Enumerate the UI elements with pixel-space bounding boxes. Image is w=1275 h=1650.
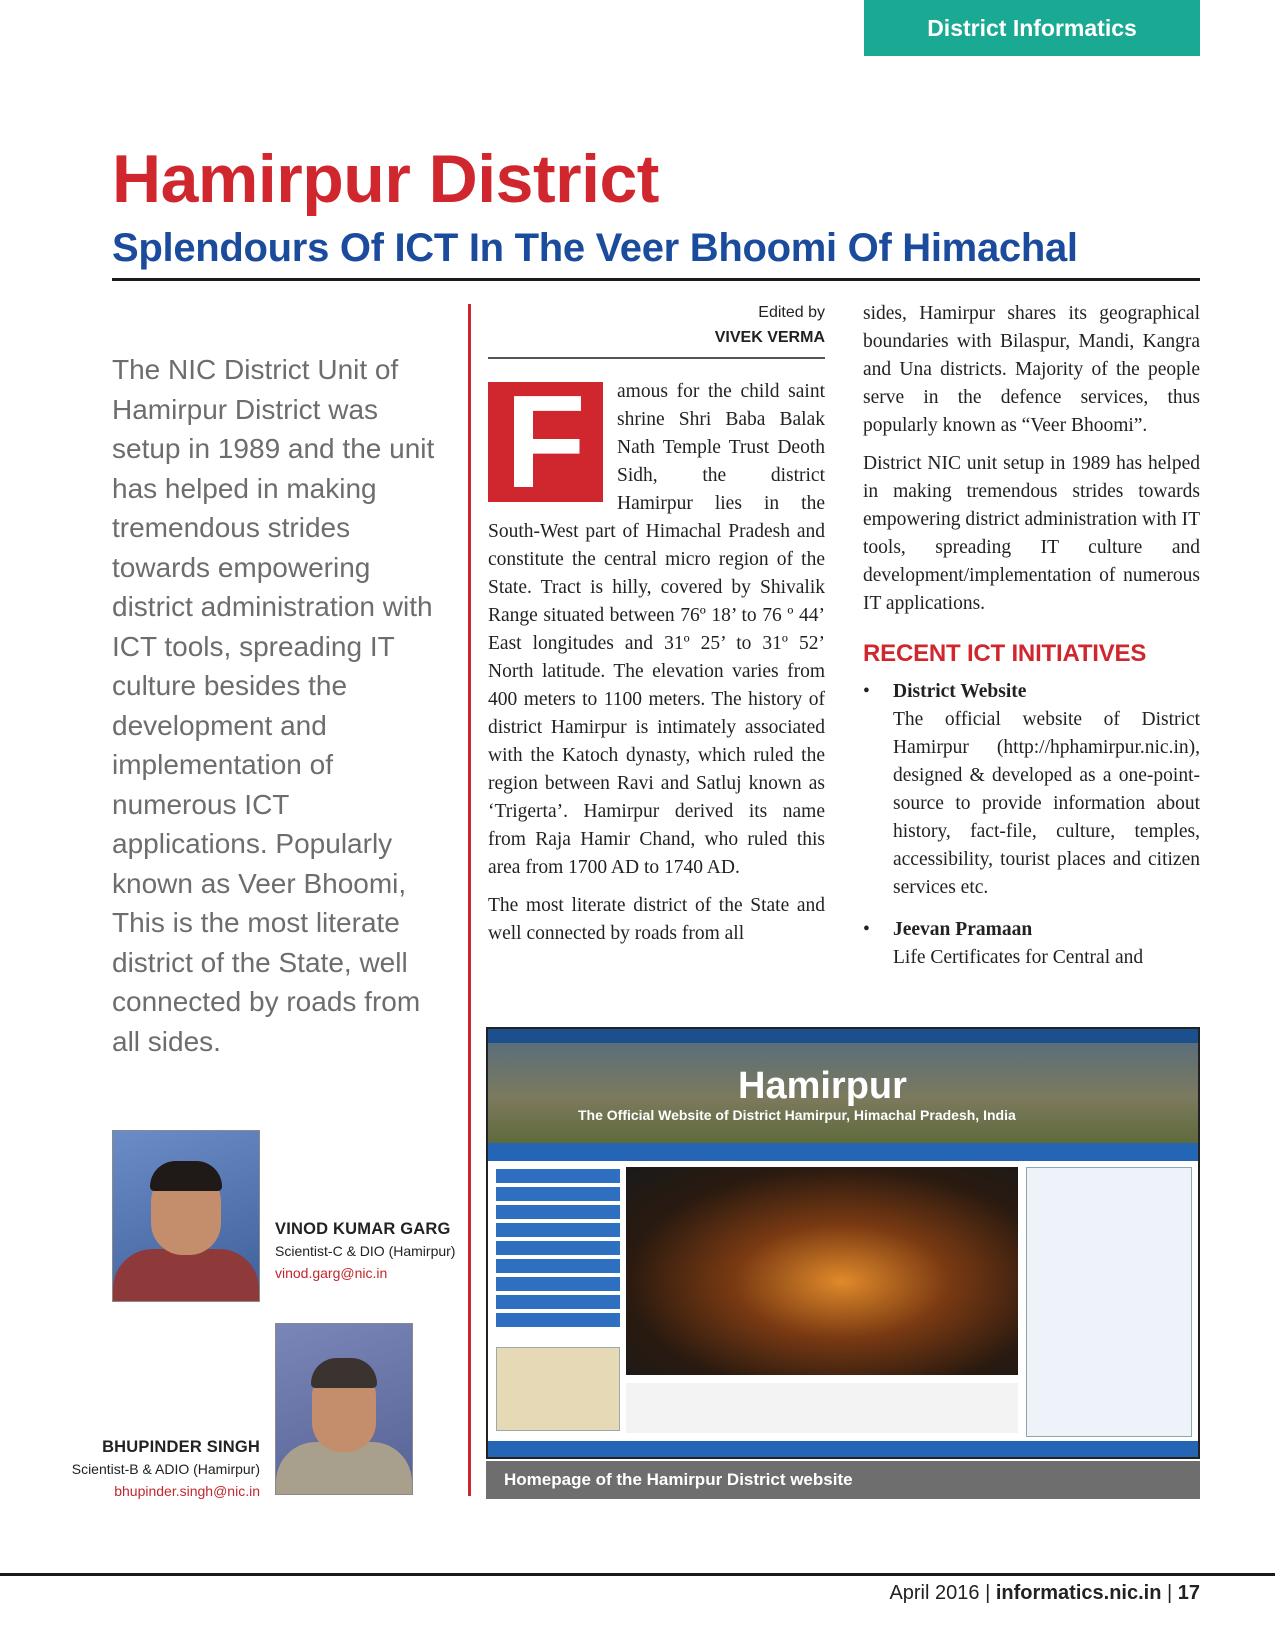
screenshot-topbar: [488, 1029, 1198, 1043]
initiative-title: District Website: [893, 681, 1027, 702]
figure-caption: Homepage of the Hamirpur District website: [486, 1461, 1200, 1499]
intro-paragraph: [488, 368, 825, 882]
author-photo: [275, 1323, 413, 1495]
footer-separator: |: [985, 1582, 991, 1604]
screenshot-menu: [496, 1169, 620, 1331]
author-credit: [60, 1437, 260, 1502]
page-footer: [889, 1582, 1200, 1605]
screenshot-site-title: Hamirpur: [738, 1065, 907, 1107]
article-subtitle: Splendours Of ICT In The Veer Bhoomi Of Himachal: [112, 226, 1078, 270]
issue-date: April 2016: [889, 1582, 980, 1604]
footer-separator: |: [1166, 1582, 1173, 1604]
screenshot-banner: [488, 1043, 1198, 1143]
article-title: Hamirpur District: [112, 141, 659, 217]
author-name: VINOD KUMAR GARG: [275, 1220, 451, 1238]
editor-label: Edited by: [758, 304, 825, 321]
author-email: vinod.garg@nic.in: [275, 1265, 388, 1281]
author-role: Scientist-B & ADIO (Hamirpur): [71, 1461, 260, 1477]
screenshot-logo-strip: [626, 1383, 1018, 1433]
list-item: [863, 916, 1200, 972]
screenshot-sidebar: [1026, 1167, 1192, 1437]
body-paragraph: District NIC unit setup in 1989 has helped in making tremendous strides towards empowering district administration with IT tools, spreading IT culture and development/implementation of numerous IT applications.: [863, 453, 1200, 614]
article-column-2: [863, 300, 1200, 986]
intro-text: amous for the child saint shrine Shri Baba Balak Nath Temple Trust Deoth Sidh, the district Hamirpur lies in the South-West part of Himachal Pradesh and constitute the central micro region of the State. Tract is hilly, covered by Shivalik Range situated between 76º 18’ to 76 º 44’ East longitudes and 31º 25’ to 31º 52’ North latitude. The elevation varies from 400 meters to 1100 meters. The history of district Hamirpur is intimately associated with the Katoch dynasty, which ruled the region between Ravi and Satluj known as ‘Trigerta’. Hamirpur derived its name from Raja Hamir Chand, who ruled this area from 1700 AD to 1740 AD.: [488, 381, 825, 878]
author-email: bhupinder.singh@nic.in: [114, 1483, 260, 1499]
author-credit: [275, 1219, 465, 1284]
author-photo: [112, 1130, 260, 1302]
initiatives-list: [863, 678, 1200, 972]
page-number: 17: [1177, 1582, 1200, 1604]
column-divider: [468, 304, 471, 1496]
author-name: BHUPINDER SINGH: [102, 1438, 260, 1456]
screenshot-footer: [488, 1441, 1198, 1457]
editor-name: VIVEK VERMA: [714, 329, 825, 346]
article-column-1: [488, 368, 825, 958]
website-screenshot: [486, 1027, 1200, 1459]
drop-cap: F: [488, 382, 603, 502]
bullet: •: [863, 919, 870, 940]
initiative-title: Jeevan Pramaan: [893, 919, 1033, 940]
screenshot-tagline: The Official Website of District Hamirpur, Himachal Pradesh, India: [578, 1107, 1016, 1123]
section-label: District Informatics: [864, 0, 1200, 56]
initiative-text: Life Certificates for Central and: [893, 947, 1144, 968]
screenshot-temple-photo: [626, 1167, 1018, 1375]
site-url: informatics.nic.in: [995, 1582, 1162, 1604]
editor-divider: [488, 357, 825, 359]
section-heading: RECENT ICT INITIATIVES: [863, 640, 1147, 667]
screenshot-body: [488, 1161, 1198, 1443]
screenshot-map: [496, 1347, 620, 1431]
initiative-text: The official website of District Hamirpur (http://hphamirpur.nic.in), designed & developed as a one-point-source to provide information about history, fact-file, culture, temples, accessibility, tourist places and citizen services etc.: [893, 709, 1200, 898]
list-item: [863, 678, 1200, 902]
title-divider: [112, 278, 1200, 281]
bullet: •: [863, 681, 870, 702]
body-paragraph: sides, Hamirpur shares its geographical boundaries with Bilaspur, Mandi, Kangra and Una districts. Majority of the people serve in the defence services, thus popularly known as “Veer Bhoomi”.: [863, 303, 1200, 436]
body-paragraph: The most literate district of the State and well connected by roads from all: [488, 895, 825, 944]
screenshot-nav: [488, 1143, 1198, 1161]
author-role: Scientist-C & DIO (Hamirpur): [275, 1243, 456, 1259]
footer-divider: [0, 1573, 1275, 1576]
editor-credit: [488, 300, 825, 350]
pull-quote: The NIC District Unit of Hamirpur District was setup in 1989 and the unit has helped in making tremendous strides towards empowering district administration with ICT tools, spreading IT culture besides the development and implementation of numerous ICT applications. Popularly known as Veer Bhoomi, This is the most literate district of the State, well connected by roads from all sides.: [112, 354, 435, 1057]
